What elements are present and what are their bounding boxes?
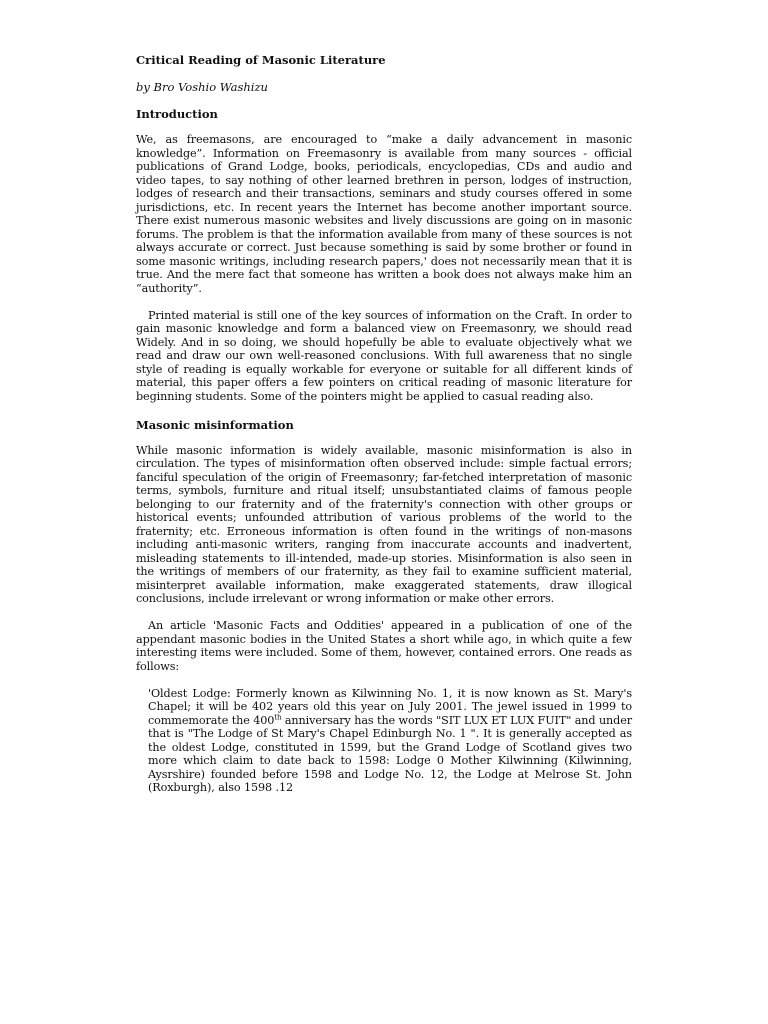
document-page xyxy=(136,52,632,808)
quote-text-start: 'Oldest Lodge: Formerly known as Kilwinning No. 1, it is now known as St. Mary's Chapel; it will be 402 years old this year on July 2001. The jewel issued in 1999 to commemorate the 400 xyxy=(148,686,632,727)
paragraph: While masonic information is widely available, masonic misinformation is also in circulation. The types of misinformation often observed include: simple factual errors; fanciful speculation of the origin of Freemasonry; far-fetched interpretation of masonic terms, symbols, furniture and ritual itself; unsubstantiated claims of famous people belonging to our fraternity and of the fraternity's connection with other groups or historical events; unfounded attribution of various problems of the world to the fraternity; etc. Erroneous information is often found in the writings of non-masons including anti-masonic writers, ranging from inaccurate accounts and inadvertent, misleading statements to ill-intended, made-up stories. Misinformation is also seen in the writings of members of our fraternity, as they fail to examine sufficient material, misinterpret available information, make exaggerated statements, draw illogical conclusions, include irrelevant or wrong information or make other errors. xyxy=(136,443,632,605)
quote-text-end: anniversary has the words "SIT LUX ET LUX FUIT" and under that is "The Lodge of St Mary's Chapel Edinburgh No. 1 ". It is generally accepted as the oldest Lodge, constituted in 1599, but the Grand Lodge of Scotland gives two more which claim to date back to 1598: Lodge 0 Mother Kilwinning (Kilwinning, Aysrshire) founded before 1598 and Lodge No. 12, the Lodge at Melrose St. John (Roxburgh), also 1598 .12 xyxy=(148,713,632,794)
paragraph: Printed material is still one of the key sources of information on the Craft. In order to gain masonic knowledge and form a balanced view on Freemasonry, we should read Widely. And in so doing, we should hopefully be able to evaluate objectively what we read and draw our own well-reasoned conclusions. With full awareness that no single style of reading is equally workable for everyone or suitable for all different kinds of material, this paper offers a few pointers on critical reading of masonic literature for beginning students. Some of the pointers might be applied to casual reading also. xyxy=(136,308,632,403)
paragraph: We, as freemasons, are encouraged to “make a daily advancement in masonic knowledge”. Information on Freemasonry is available from many sources - official publications of Grand Lodge, books, periodicals, encyclopedias, CDs and audio and video tapes, to say nothing of other learned brethren in person, lodges of instruction, lodges of research and their transactions, seminars and study courses offered in some jurisdictions, etc. In recent years the Internet has become another important source. There exist numerous masonic websites and lively discussions are going on in masonic forums. The problem is that the information available from many of these sources is not always accurate or correct. Just because something is said by some brother or found in some masonic writings, including research papers,' does not necessarily mean that it is true. And the mere fact that someone has written a book does not always make him an “authority”. xyxy=(136,133,632,295)
section-heading-misinformation: Masonic misinformation xyxy=(136,417,294,432)
block-quote xyxy=(148,687,632,795)
paragraph: An article 'Masonic Facts and Oddities' appeared in a publication of one of the appendant masonic bodies in the United States a short while ago, in which quite a few interesting items were included. Some of them, however, contained errors. One reads as follows: xyxy=(136,619,632,673)
section-heading-introduction: Introduction xyxy=(136,107,218,121)
document-title: Critical Reading of Masonic Literature xyxy=(136,53,386,67)
superscript: th xyxy=(274,712,282,721)
author-byline: by Bro Voshio Washizu xyxy=(136,80,268,94)
